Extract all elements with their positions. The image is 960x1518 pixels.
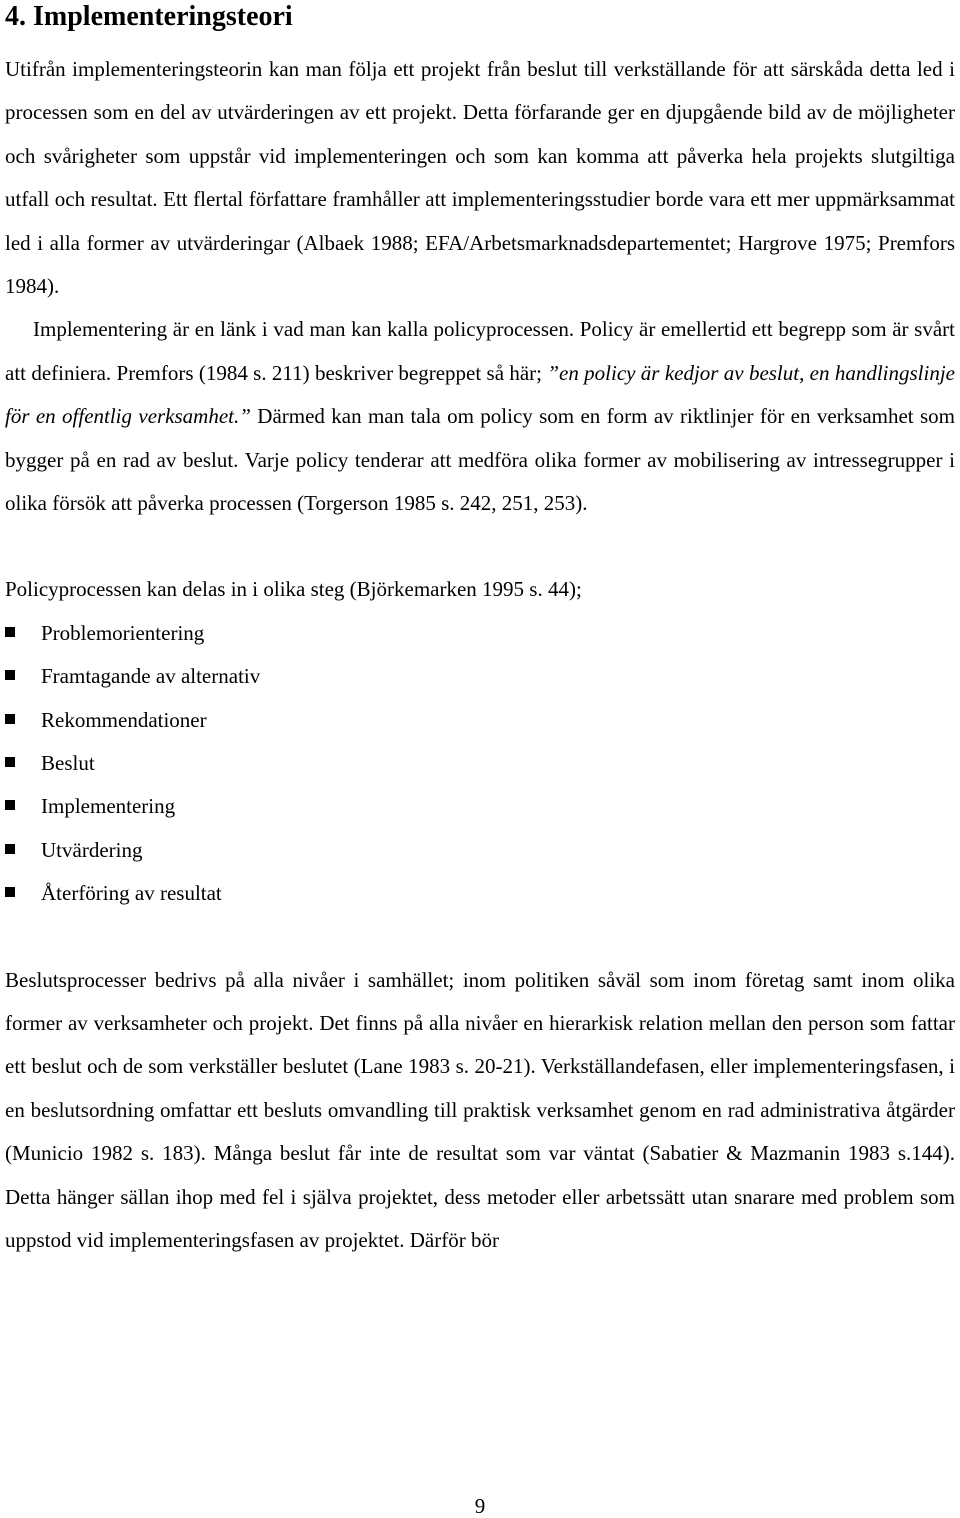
list-item-label: Framtagande av alternativ: [41, 664, 261, 689]
square-bullet-icon: [5, 844, 15, 854]
list-item-label: Beslut: [41, 751, 95, 776]
square-bullet-icon: [5, 800, 15, 810]
list-item: [5, 699, 955, 742]
list-item: [5, 612, 955, 655]
paragraph-intro: Utifrån implementeringsteorin kan man följa ett projekt från beslut till verkställande för att särskåda detta led i processen som en del av utvärderingen av ett projekt. Detta förfarande ger en djupgående bild av de möjligheter och svårigheter som uppstår vid implementeringen och som kan komma att påverka hela projekts slutgiltiga utfall och resultat. Ett flertal författare framhåller att implementeringsstudier borde vara ett mer uppmärksammat led i alla former av utvärderingar (Albaek 1988; EFA/Arbetsmarknadsdepartementet; Hargrove 1975; Premfors 1984).: [5, 57, 955, 299]
list-item-label: Problemorientering: [41, 620, 205, 645]
list-item-label: Implementering: [41, 794, 176, 819]
list-item: [5, 742, 955, 785]
list-item: [5, 655, 955, 698]
list-item: [5, 785, 955, 828]
list-item-label: Återföring av resultat: [41, 881, 222, 906]
square-bullet-icon: [5, 757, 15, 767]
document-page: [5, 0, 955, 1262]
paragraph-decision-processes: Beslutsprocesser bedrivs på alla nivåer i samhället; inom politiken såväl som inom företag samt inom olika former av verksamheter och projekt. Det finns på alla nivåer en hierarkisk relation mellan den person som fattar ett beslut och de som verkställer beslutet (Lane 1983 s. 20-21). Verkställandefasen, eller implementeringsfasen, i en beslutsordning omfattar ett besluts omvandling till praktisk verksamhet genom en rad administrativa åtgärder (Municio 1982 s. 183). Många beslut får inte de resultat som var väntat (Sabatier & Mazmanin 1983 s.144). Detta hänger sällan ihop med fel i själva projektet, dess metoder eller arbetssätt utan snarare med problem som uppstod vid implementeringsfasen av projektet. Därför bör: [5, 967, 955, 1253]
page-number: 9: [474, 1494, 486, 1518]
list-item-label: Rekommendationer: [41, 707, 207, 732]
square-bullet-icon: [5, 670, 15, 680]
list-item: [5, 872, 955, 915]
paragraph-policy-text-before: Implementering är en länk i vad man kan kalla policyprocessen. Policy är emellertid ett begrepp som är svårt att definiera. Premfors (1984 s. 211) beskriver begreppet så här;: [5, 317, 955, 385]
paragraph-policy-text-after: Därmed kan man tala om policy som en form av riktlinjer för en verksamhet som bygger på en rad av beslut. Varje policy tenderar att medföra olika former av mobilisering av intressegrupper i olika försök att påverka processen (Torgerson 1985 s. 242, 251, 253).: [5, 404, 955, 516]
square-bullet-icon: [5, 887, 15, 897]
policy-steps-list: [5, 612, 955, 916]
list-intro: Policyprocessen kan delas in i olika steg (Björkemarken 1995 s. 44);: [5, 577, 582, 602]
paragraph-policy-definition: [5, 308, 955, 525]
policy-quote: ”en policy är kedjor av beslut, en handlingslinje för en offentlig verksamhet.”: [5, 360, 955, 429]
square-bullet-icon: [5, 714, 15, 724]
section-heading: 4. Implementeringsteori: [5, 1, 293, 32]
square-bullet-icon: [5, 627, 15, 637]
list-item-label: Utvärdering: [41, 837, 143, 862]
list-item: [5, 829, 955, 872]
